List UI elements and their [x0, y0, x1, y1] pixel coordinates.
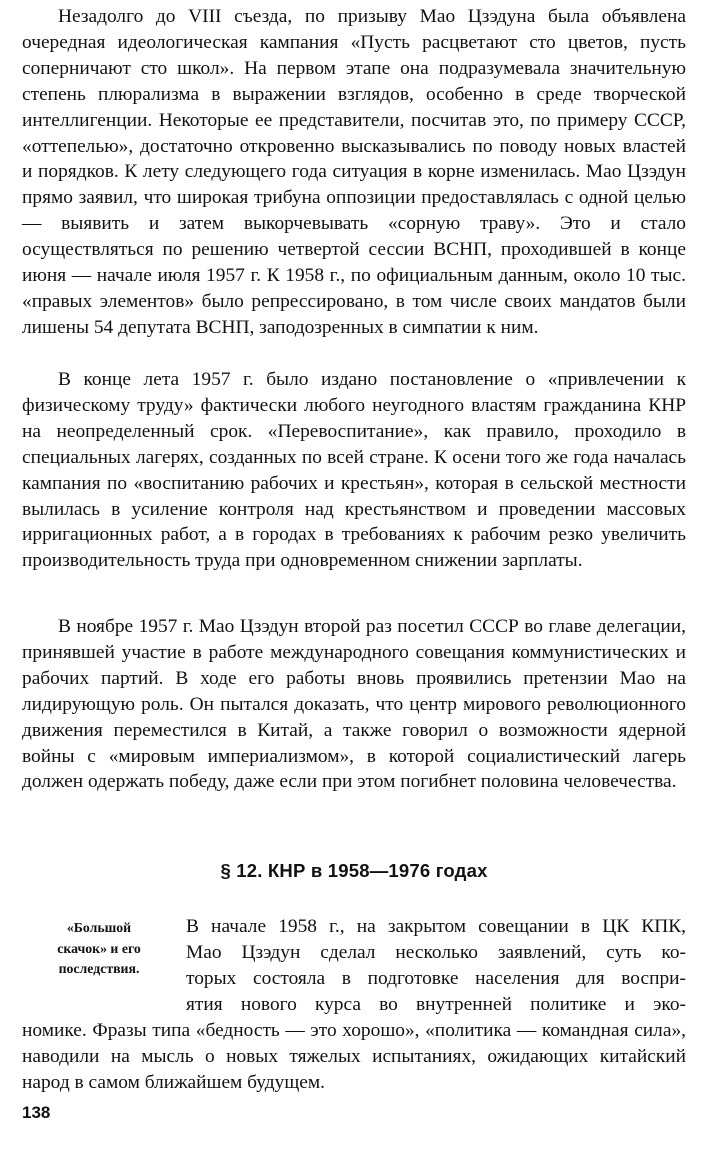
margin-note-line-3: последствия.	[58, 961, 140, 976]
margin-note-line-1: «Большой	[66, 920, 132, 935]
paragraph-4-line-1: В начале 1958 г., на закрытом совещании в ЦК КПК,	[186, 916, 686, 937]
paragraph-4-line-2: Мао Цзэдун сделал несколько заявлений, суть ко-	[186, 941, 686, 963]
page-number: 138	[22, 1103, 51, 1122]
paragraph-4-line-3: торых состояла в подготовке населения для воспри-	[186, 967, 686, 989]
paragraph-4-line-4: ятия нового курса во внутренней политике и эко-	[186, 993, 686, 1015]
margin-note	[24, 918, 174, 980]
paragraph-4-indented-block	[186, 914, 686, 1018]
paragraph-1: Незадолго до VIII съезда, по призыву Мао Цзэдуна была объявлена очередная идеологическая кампания «Пусть расцветают сто цветов, пусть соперничают сто школ». На первом этапе она подразумевала значительную степень плюрализма в выражении взглядов, особенно в среде творческой интеллигенции. Некоторые ее представители, посчитав это, по примеру СССР, «оттепелью», достаточно откровенно высказывались по поводу новых властей и порядков. К лету следующего года ситуация в корне изменилась. Мао Цзэдун прямо заявил, что широкая трибуна оппозиции предоставлялась с одной целью — выявить и затем выкорчевывать «сорную траву». Это и стало осуществляться по решению четвертой сессии ВСНП, проходившей в конце июня — начале июля 1957 г. К 1958 г., по официальным данным, около 10 тыс. «правых элементов» было репрессировано, в том числе своих мандатов были лишены 54 депутата ВСНП, заподозренных в симпатии к ним.	[22, 6, 686, 338]
paragraph-4-continuation: номике. Фразы типа «бедность — это хорошо», «политика — командная сила», наводили на мысль о новых тяжелых испытаниях, ожидающих китайский народ в самом ближайшем будущем.	[22, 1020, 686, 1093]
paragraph-3: В ноябре 1957 г. Мао Цзэдун второй раз посетил СССР во главе делегации, принявшей участие в работе международного совещания коммунистических и рабочих партий. В ходе его работы вновь проявились претензии Мао на лидирующую роль. Он пытался доказать, что центр мирового революционного движения переместился в Китай, а также говорил о возможности ядерной войны с «мировым империализмом», в которой социалистический лагерь должен одержать победу, даже если при этом погибнет половина человечества.	[22, 616, 686, 793]
section-heading: § 12. КНР в 1958—1976 годах	[220, 860, 488, 881]
paragraph-2: В конце лета 1957 г. было издано постановление о «привлечении к физическому труду» фактически любого неугодного властям гражданина КНР на неопределенный срок. «Перевоспитание», как правило, проходило в специальных лагерях, созданных по всей стране. К осени того же года началась кампания по «воспитанию рабочих и крестьян», которая в сельской местности вылилась в усиление контроля над крестьянством и проведении массовых ирригационных работ, а в городах в требованиях к рабочим резко увеличить производительность труда при одновременном снижении зарплаты.	[22, 369, 686, 572]
margin-note-line-2: скачок» и его	[57, 940, 141, 956]
